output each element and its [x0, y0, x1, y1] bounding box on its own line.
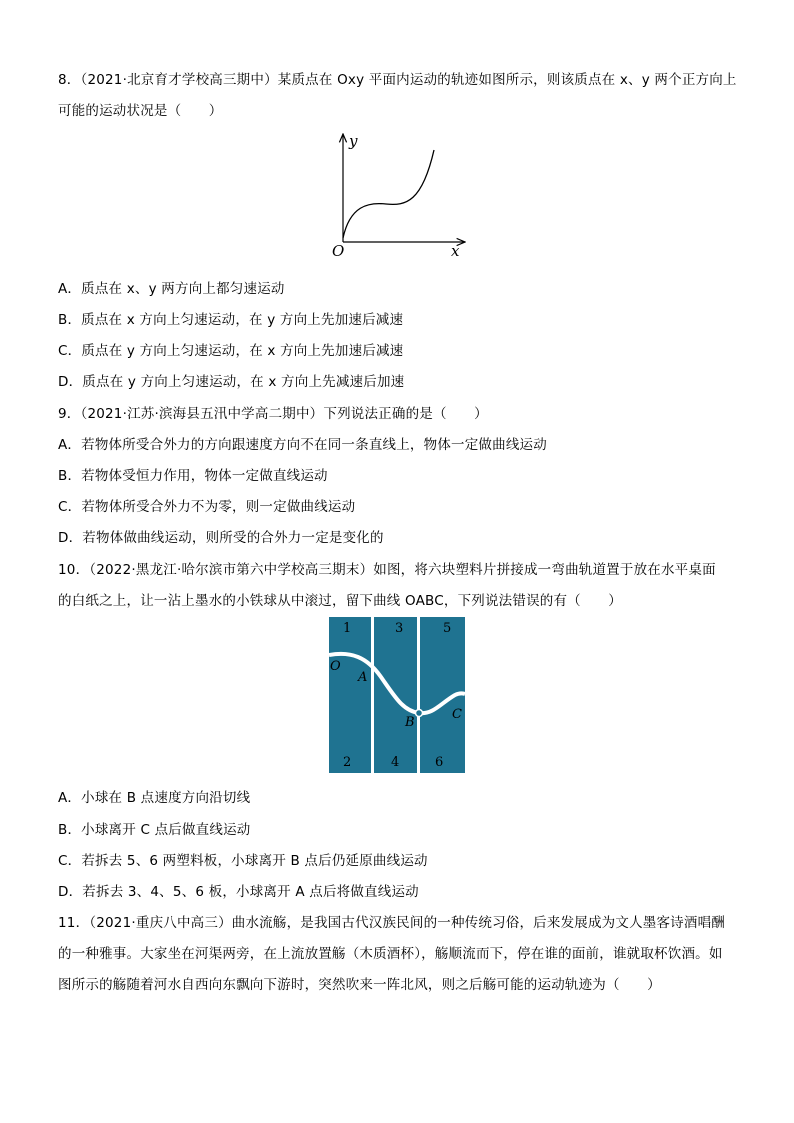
q9-option-c: C．若物体所受合外力不为零，则一定做曲线运动	[58, 499, 356, 515]
q8-trajectory-figure	[330, 130, 470, 260]
point-label-b: B	[405, 715, 415, 730]
q8-option-a: A．质点在 x、y 两方向上都匀速运动	[58, 281, 285, 297]
q10-option-b: B．小球离开 C 点后做直线运动	[58, 822, 251, 838]
q8-option-b: B．质点在 x 方向上匀速运动，在 y 方向上先加速后减速	[58, 312, 404, 328]
panel-number-4: 4	[391, 755, 400, 770]
point-label-c: C	[452, 707, 462, 722]
iron-ball	[416, 710, 423, 717]
q8-stem-line2: 可能的运动状况是（ ）	[58, 103, 223, 119]
panel-number-3: 3	[395, 621, 404, 636]
q10-stem-line1: 10．（2022·黑龙江·哈尔滨市第六中学校高三期末）如图，将六块塑料片拼接成一弯曲轨道置于放在水平桌面	[58, 562, 716, 578]
q9-option-a: A．若物体所受合外力的方向跟速度方向不在同一条直线上，物体一定做曲线运动	[58, 437, 547, 453]
q9-stem-line1: 9．（2021·江苏·滨海县五汛中学高二期中）下列说法正确的是（ ）	[58, 406, 488, 422]
q11-stem-line3: 图所示的觞随着河水自西向东飘向下游时，突然吹来一阵北风，则之后觞可能的运动轨迹为（ ）	[58, 977, 661, 993]
q10-stem-line2: 的白纸之上，让一沾上墨水的小铁球从中滚过，留下曲线 OABC，下列说法错误的有（ ）	[58, 593, 622, 609]
x-axis-label: x	[451, 242, 460, 260]
q10-option-d: D．若拆去 3、4、5、6 板，小球离开 A 点后将做直线运动	[58, 884, 419, 900]
q8-stem-line1: 8．（2021·北京育才学校高三期中）某质点在 Oxy 平面内运动的轨迹如图所示，则该质点在 x、y 两个正方向上	[58, 72, 737, 88]
q8-option-c: C．质点在 y 方向上匀速运动，在 x 方向上先加速后减速	[58, 343, 404, 359]
point-label-o: O	[330, 659, 341, 674]
y-axis-label: y	[349, 132, 358, 150]
origin-label: O	[332, 242, 345, 260]
q10-track-figure	[329, 617, 465, 773]
panel-number-5: 5	[443, 621, 452, 636]
plastic-panel-1-2	[329, 617, 371, 773]
q9-option-d: D．若物体做曲线运动，则所受的合外力一定是变化的	[58, 530, 384, 546]
panel-number-2: 2	[343, 755, 352, 770]
q11-stem-line1: 11．（2021·重庆八中高三）曲水流觞，是我国古代汉族民间的一种传统习俗，后来发展成为文人墨客诗酒唱酬	[58, 915, 725, 931]
panel-number-6: 6	[435, 755, 444, 770]
point-label-a: A	[358, 670, 368, 685]
trajectory-curve	[343, 150, 434, 238]
q9-option-b: B．若物体受恒力作用，物体一定做直线运动	[58, 468, 328, 484]
panel-number-1: 1	[343, 621, 352, 636]
q10-option-c: C．若拆去 5、6 两塑料板，小球离开 B 点后仍延原曲线运动	[58, 853, 428, 869]
q8-option-d: D．质点在 y 方向上匀速运动，在 x 方向上先减速后加速	[58, 374, 405, 390]
q11-stem-line2: 的一种雅事。大家坐在河渠两旁，在上流放置觞（木质酒杯），觞顺流而下，停在谁的面前，谁就取杯饮酒。如	[58, 946, 723, 962]
q10-option-a: A．小球在 B 点速度方向沿切线	[58, 790, 251, 806]
